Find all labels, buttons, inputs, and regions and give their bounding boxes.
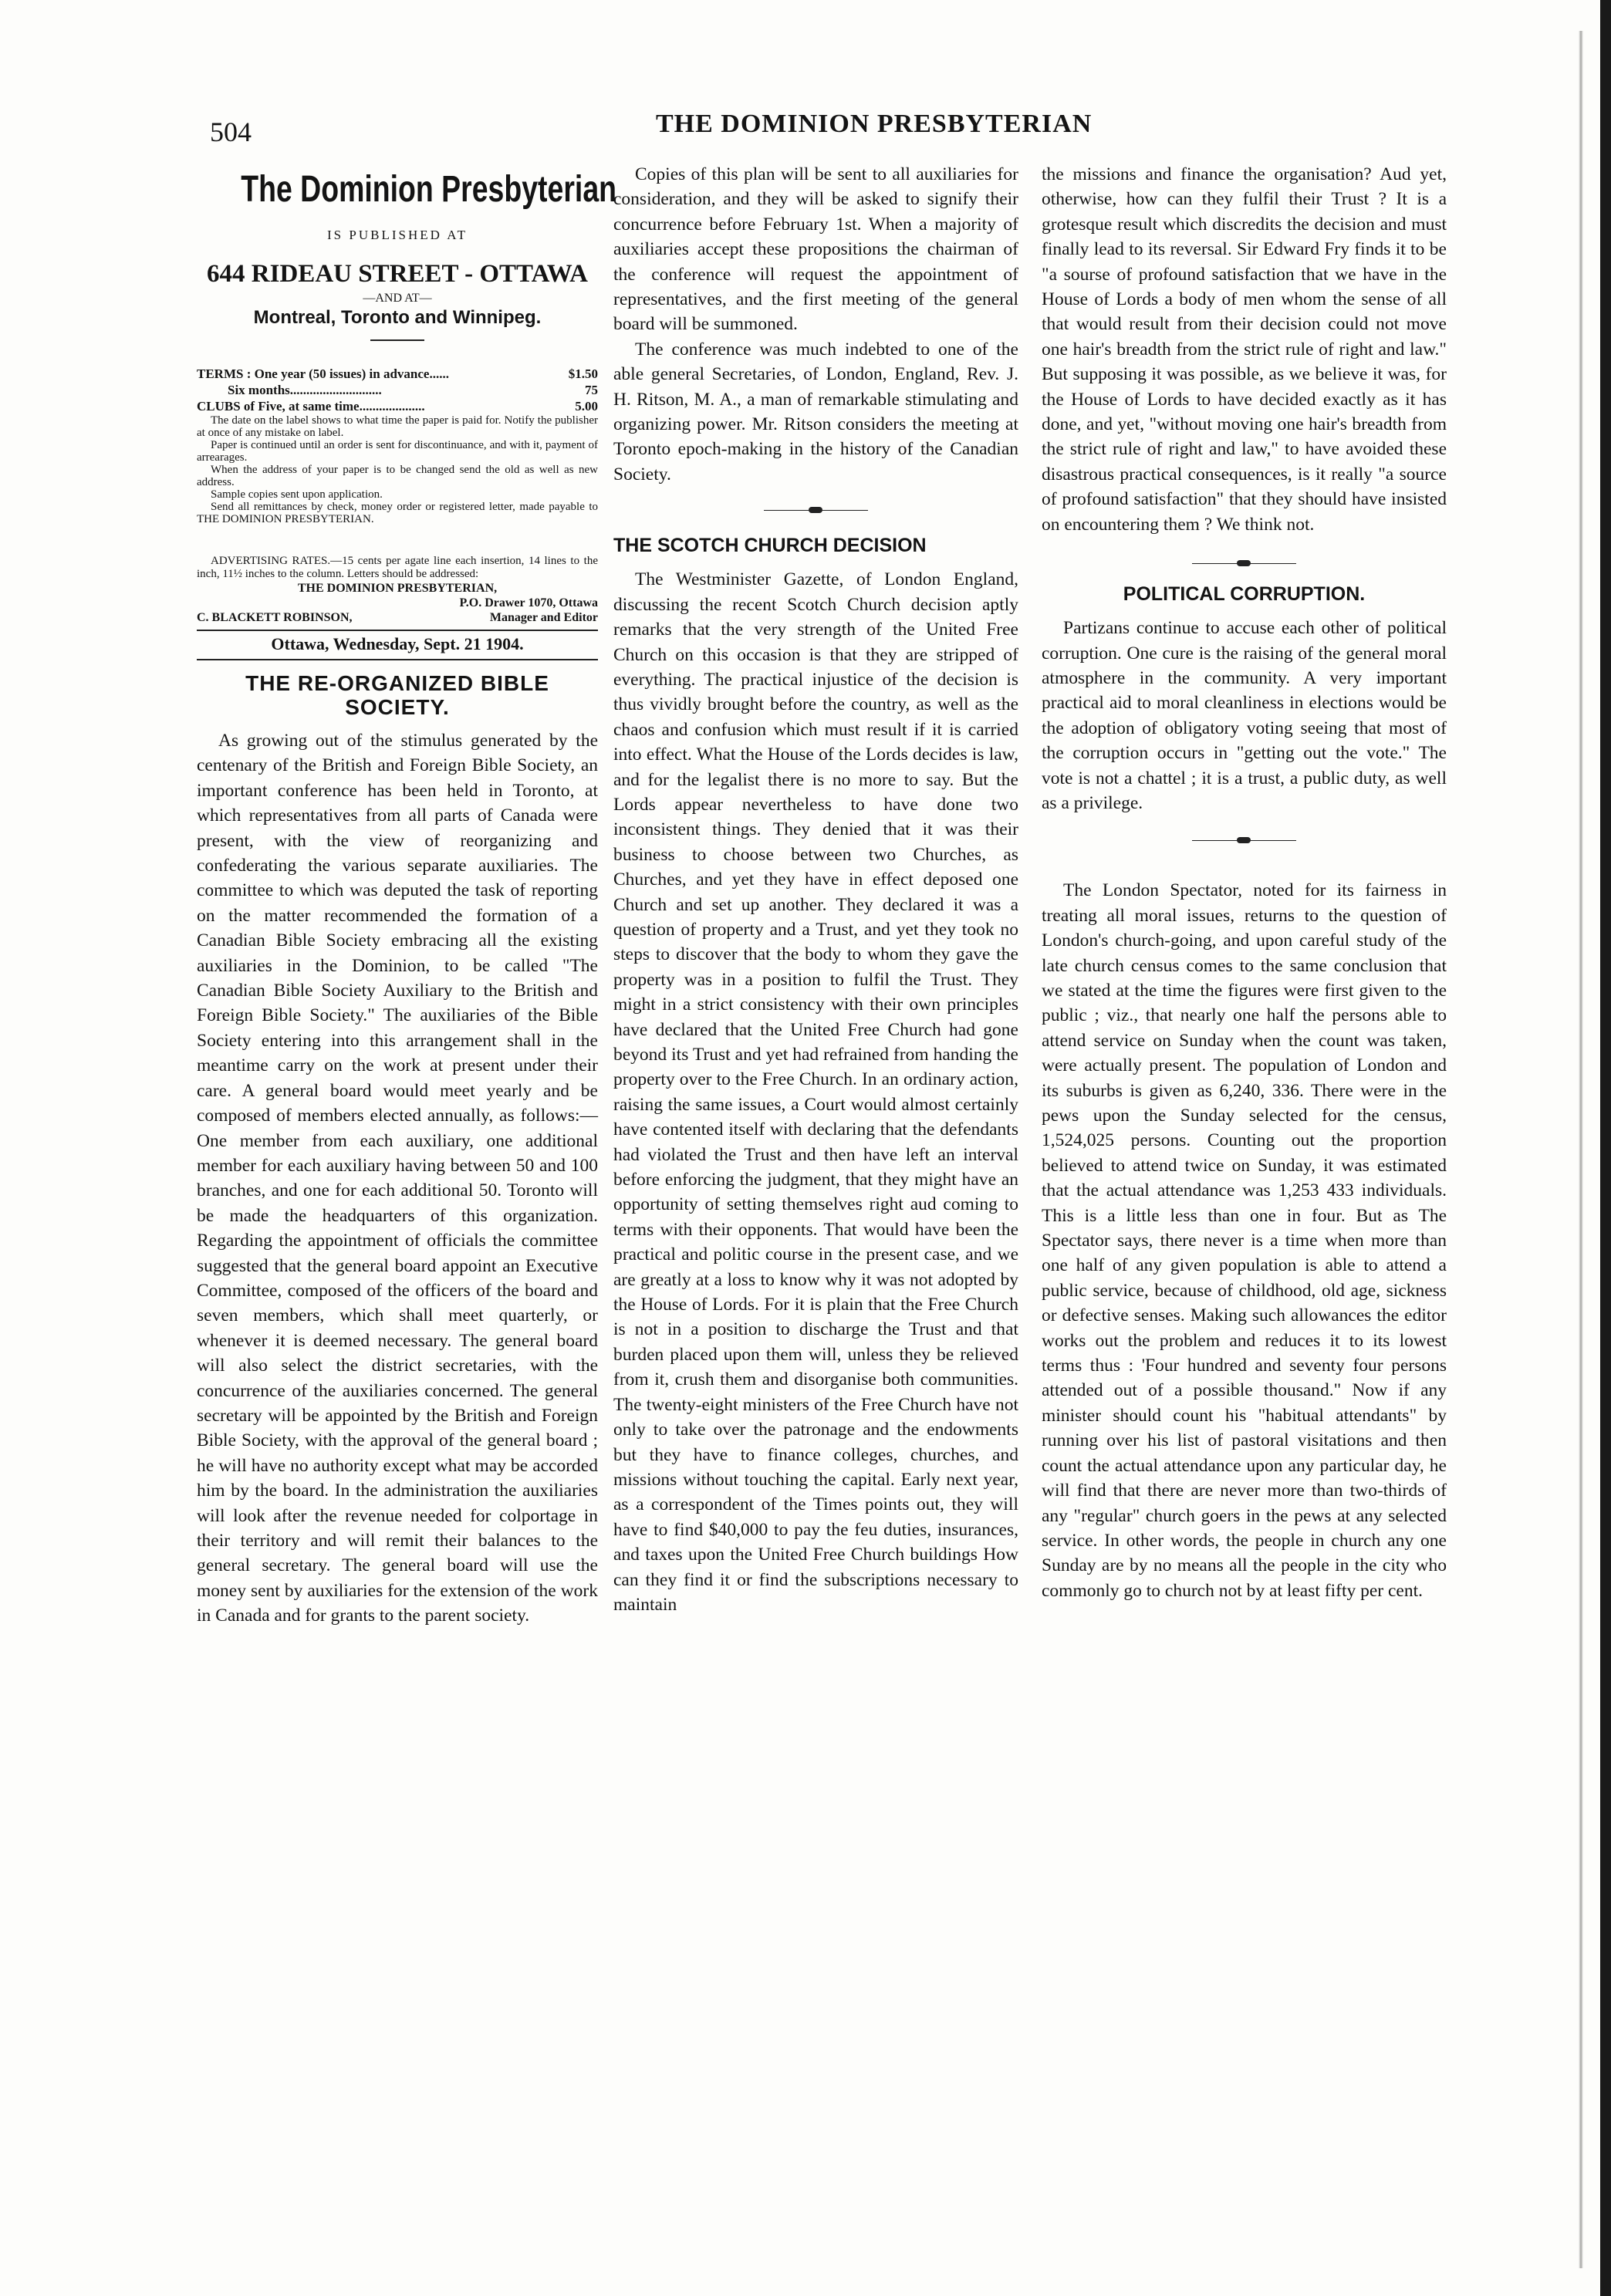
dateline: Ottawa, Wednesday, Sept. 21 1904.: [271, 634, 524, 653]
terms-label: TERMS : One year (50 issues) in advance......: [197, 366, 449, 381]
section-divider: [1192, 840, 1296, 841]
masthead-rule: [370, 339, 424, 341]
article-body: The London Spectator, noted for its fairness in treating all moral issues, returns to the question of London's church-going, and upon careful study of the late church census comes to the same conclusion that we stated at the time the figures were first given to the public ; viz., that nearly one half the persons able to attend service on Sunday when the count was taken, were actually present. The population of London and its suburbs is given as 6,240, 336. There were in the pews upon the Sunday selected for the census, 1,524,025 persons. Counting out the proportion believed to attend twice on Sunday, it was estimated that the actual attendance was 1,253 433 individuals. This is a little less than one in four. But as The Spectator says, there never is a time when more than one half of any given population is able to attend a public service, because of childhood, old age, sickness or defective senses. Making such allowances the editor works out the problem and reduces it to its lowest terms thus : 'Four hundred and seventy four persons attended out of a possible thousand." Now if any minister should count his "habitual attendants" by running over his list of pastoral visitations and then count the actual attendance upon any particular day, he will find that there are never more than two-thirds of any "regular" church goers in the pews at any selected service. In other words, the people in church any one Sunday are by no means all the people in the city who commonly go to church not by at least fifty per cent.: [1042, 880, 1447, 1601]
article-body: Partizans continue to accuse each other of political corruption. One cure is the raising of the general moral atmosphere in the community. A very important practical aid to moral cleanliness in elections would be the adoption of obligatory voting seeing that most of the corruption occurs in "getting out the vote." The vote is not a chattel ; it is a trust, a public duty, as well as a privilege.: [1042, 618, 1447, 813]
section-divider: [764, 510, 868, 511]
terms-row-1: [197, 366, 598, 382]
terms-note: Send all remittances by check, money order or registered letter, made payable to THE DOMINION PRESBYTERIAN.: [197, 501, 598, 525]
po-box: P.O. Drawer 1070, Ottawa: [459, 596, 598, 609]
terms-row-3: [197, 398, 598, 414]
article-body: the missions and finance the organisation? Aud yet, otherwise, how can they fulfil their Trust ? It is a grotesque result which discredits the decision and must finally lead to its reversal. Sir Edward Fry finds it to be "a sourse of profound satisfaction that we have in the House of Lords a body of men whom the sense of all that would result from their decision could not move one hair's breadth from the strict rule of right and law." But supposing it was possible, as we believe it was, for the House of Lords to have decided exactly as it has done, and yet, "without moving one hair's breadth from the strict rule of right and law," to have avoided these disastrous practical consequences, is it really "a source of profound satisfaction" that they should have insisted on encountering them ? We think not.: [1042, 164, 1447, 535]
terms-label: CLUBS of Five, at same time....................: [197, 399, 425, 414]
column-1: [197, 162, 617, 1629]
published-at: IS PUBLISHED AT: [327, 228, 468, 242]
article-body: As growing out of the stimulus generated by the centenary of the British and Foreign Bible Society, an important conference has been held in Toronto, at which representatives from all parts of Canada were present, with the view of reorganizing and confederating the various separate auxiliaries. The committee to which was deputed the task of reporting on the matter recommended the formation of a Canadian Bible Society embracing all the existing auxiliaries in the Dominion, to be called "The Canadian Bible Society Auxiliary to the British and Foreign Bible Society." The auxiliaries of the Bible Society entering into this arrangement shall in the meantime carry on the work at present under their care. A general board would meet yearly and be composed of members elected annually, as follows:—One member from each auxiliary, one additional member for each auxiliary having between 50 and 100 branches, and one for each additional 50. Toronto will be made the headquarters of this organization. Regarding the appointment of officials the committee suggested that the general board appoint an Executive Committee, composed of the officers of the board and seven members, which shall meet quarterly, or whenever it is deemed necessary. The general board will also select the district secretaries, with the concurrence of the auxiliaries concerned. The general secretary will be appointed by the British and Foreign Bible Society, with the approval of the general board ; he will have no authority except what may be accorded him by the board. In the administration the auxiliaries will look after the revenue needed for colportage in their territory and will remit their balances to the general secretary. The general board will use the money sent by auxiliaries for the extension of the work in Canada and for grants to the parent society.: [197, 731, 598, 1626]
terms-row-2: [197, 382, 598, 398]
publisher-role: Manager and Editor: [489, 611, 598, 624]
publisher-name: C. BLACKETT ROBINSON,: [197, 611, 353, 624]
binding-shadow: [1579, 31, 1583, 2268]
page-number: 504: [210, 116, 252, 147]
dateline-rule: [197, 659, 598, 660]
terms-label: Six months............................: [228, 383, 382, 397]
article-body: The conference was much indebted to one of the able general Secretaries, of London, England, Rev. J. H. Ritson, M. A., a man of remarkable stimulating and organizing power. Mr. Ritson considers the meeting at Toronto epoch-making in the history of the Canadian Society.: [613, 339, 1018, 485]
article-body: Copies of this plan will be sent to all auxiliaries for consideration, and they will be asked to signify their concurrence before February 1st. When a majority of auxiliaries accept these propositions the chairman of the conference will request the appointment of representatives, and the first meeting of the general board will be summoned.: [613, 164, 1018, 335]
publisher-row: [197, 610, 598, 625]
publisher-address: 644 RIDEAU STREET - OTTAWA: [207, 260, 588, 288]
page-edge: [1600, 0, 1611, 2296]
terms-note: Sample copies sent upon application.: [211, 488, 383, 501]
article-heading: THE SCOTCH CHURCH DECISION: [613, 535, 927, 557]
article-heading: POLITICAL CORRUPTION.: [1123, 583, 1366, 606]
branch-cities: Montreal, Toronto and Winnipeg.: [253, 307, 542, 328]
section-divider: [1192, 563, 1296, 564]
article-heading: THE RE-ORGANIZED BIBLE SOCIETY.: [245, 671, 549, 719]
terms-note: The date on the label shows to what time the paper is paid for. Notify the publisher at once of any mistake on label.: [197, 414, 598, 439]
running-title: THE DOMINION PRESBYTERIAN: [656, 110, 1093, 138]
addressee: THE DOMINION PRESBYTERIAN,: [297, 582, 498, 595]
terms-price: 5.00: [575, 399, 598, 414]
column-2: [613, 162, 1018, 1617]
terms-note: When the address of your paper is to be changed send the old as well as new address.: [197, 464, 598, 488]
dateline-rule: [197, 630, 598, 631]
terms-price: 75: [585, 383, 598, 397]
advertising-rates: ADVERTISING RATES.—15 cents per agate line each insertion, 14 lines to the inch, 11½ inches to the column. Letters should be addressed:: [197, 555, 598, 580]
and-at: —AND AT—: [363, 292, 432, 305]
column-3: [1042, 162, 1447, 1603]
terms-note: Paper is continued until an order is sent for discontinuance, and with it, payment of arrearages.: [197, 439, 598, 464]
terms-price: $1.50: [568, 366, 598, 381]
masthead-title: The Dominion Presbyterian: [241, 169, 617, 210]
article-body: The Westminister Gazette, of London England, discussing the recent Scotch Church decision aptly remarks that the very strength of the United Free Church on this occasion is that they are stripped of everything. The practical injustice of the decision is thus vividly brought before the country, as well as the chaos and confusion which must result if it is carried into effect. What the House of the Lords decides is law, and for the legalist there is no more to say. But the Lords appear nevertheless to have done two inconsistent things. They denied that it was their business to choose between two Churches, as Churches, and yet they have in effect deposed one Church and set up another. They declared it was a question of property and a Trust, and yet they took no steps to discover that the body to whom they gave the property was in a position to fulfil the Trust. They might in a strict consistency with their own principles have declared that the United Free Church had gone beyond its Trust and yet had refrained from handing the property over to the Free Church. In an ordinary action, raising the same issues, a Court would almost certainly have contented itself with declaring that the defendants had violated the Trust and then have left an interval before enforcing the judgment, that they might have an opportunity of setting themselves right aud coming to terms with their opponents. That would have been the practical and politic course in the present case, and we are greatly at a loss to know why it was not adopted by the House of Lords. For it is plain that the Free Church is not in a position to discharge the Trust and that burden placed upon them will, unless they be relieved from it, crush them and disorganise both communities. The twenty-eight ministers of the Free Church have not only to take over the patronage and the endowments but they have to finance colleges, churches, and missions without touching the capital. Early next year, as a correspondent of the Times points out, they will have to find $40,000 to pay the feu duties, insurances, and taxes upon the United Free Church buildings How can they find it or find the subscriptions necessary to maintain: [613, 569, 1018, 1615]
